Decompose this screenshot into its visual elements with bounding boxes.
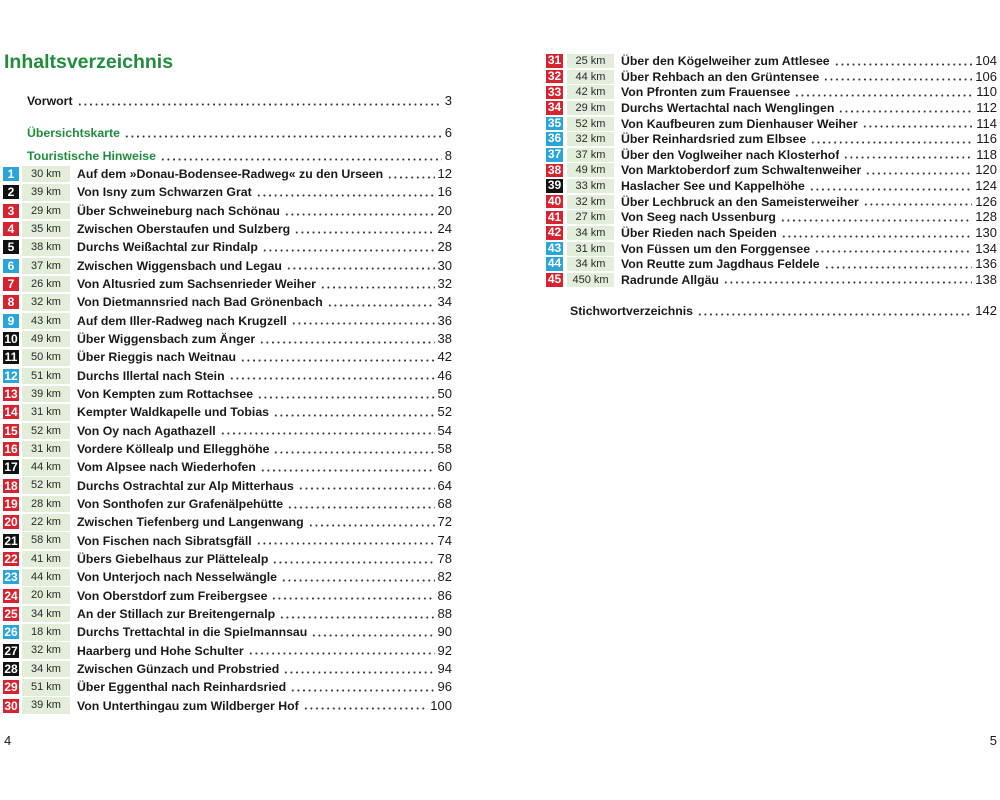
route-number-badge: 26 (4, 625, 18, 640)
route-distance: 22 km (22, 514, 70, 531)
route-distance: 50 km (22, 349, 70, 366)
route-number-badge: 16 (4, 442, 18, 457)
route-number-badge: 41 (547, 209, 562, 224)
toc-page-number: 34 (437, 294, 452, 310)
toc-page-number: 116 (976, 131, 997, 147)
toc-page-number: 88 (437, 606, 452, 622)
toc-page-number: 74 (437, 532, 452, 548)
route-number-badge: 20 (4, 515, 18, 530)
route-title: Von Unterthingau zum Wildberger Hof (77, 698, 299, 713)
toc-page-number: 106 (975, 68, 997, 84)
route-title: Über Rieggis nach Weitnau (77, 350, 236, 365)
toc-route-entry-22[interactable] (3, 550, 452, 568)
toc-route-entry-42[interactable] (546, 225, 997, 241)
toc-entry-uebersichtskarte[interactable] (27, 125, 452, 141)
route-number-badge: 33 (547, 84, 562, 99)
route-title: Von Dietmannsried nach Bad Grönenbach (77, 295, 323, 310)
route-number-badge: 40 (547, 193, 562, 208)
route-distance: 30 km (22, 166, 70, 183)
toc-page-number: 64 (437, 477, 452, 493)
toc-route-entry-6[interactable] (3, 257, 452, 275)
dot-leader (240, 349, 435, 365)
toc-page-number: 8 (444, 148, 452, 163)
route-number-badge: 14 (4, 405, 18, 420)
toc-page-number: 104 (975, 53, 997, 68)
dot-leader (286, 258, 435, 274)
route-distance: 41 km (22, 551, 70, 568)
route-number-badge: 4 (3, 222, 19, 236)
toc-page-number: 142 (975, 303, 997, 318)
route-distance: 29 km (567, 101, 614, 115)
route-number-badge: 32 (547, 68, 562, 83)
route-distance: 42 km (567, 85, 614, 99)
toc-route-entry-5[interactable] (3, 238, 452, 256)
toc-page-number: 90 (437, 624, 452, 640)
dot-leader (781, 225, 973, 241)
toc-page-number: 120 (975, 162, 997, 178)
toc-page-number: 3 (444, 93, 452, 108)
route-title: Zwischen Oberstaufen und Sulzberg (77, 222, 291, 237)
route-number-badge: 36 (547, 131, 562, 146)
route-distance: 20 km (22, 587, 70, 604)
toc-page-number: 52 (437, 404, 452, 420)
route-number-badge: 2 (3, 185, 19, 199)
route-number-badge: 8 (3, 295, 19, 309)
route-distance: 39 km (22, 697, 70, 714)
dot-leader (697, 303, 972, 319)
route-distance: 31 km (22, 404, 70, 421)
toc-page-number: 24 (437, 221, 452, 237)
toc-route-entry-39[interactable] (546, 178, 997, 194)
toc-page-number: 134 (975, 240, 997, 256)
route-title: Zwischen Tiefenberg und Langenwang (77, 515, 304, 530)
route-distance: 52 km (567, 117, 614, 131)
route-distance: 32 km (567, 195, 614, 209)
route-distance: 39 km (22, 386, 70, 403)
toc-page-number: 12 (437, 166, 452, 182)
toc-page-number: 28 (437, 239, 452, 255)
route-distance: 31 km (22, 441, 70, 458)
toc-route-entry-17[interactable] (3, 458, 452, 476)
toc-route-entry-7[interactable] (3, 275, 452, 293)
toc-page-number: 110 (976, 84, 997, 100)
toc-route-entry-40[interactable] (546, 194, 997, 210)
toc-route-entry-44[interactable] (546, 256, 997, 272)
toc-route-entry-34[interactable] (546, 100, 997, 116)
toc-page-number: 128 (975, 209, 997, 225)
toc-page-number: 126 (975, 193, 997, 209)
route-distance: 51 km (22, 368, 70, 385)
dot-leader (327, 294, 435, 310)
route-number-badge: 44 (547, 256, 562, 271)
route-number-badge: 42 (547, 225, 562, 240)
toc-route-entry-24[interactable] (3, 587, 452, 605)
dot-leader (284, 203, 435, 219)
dot-leader (303, 698, 428, 714)
dot-leader (291, 313, 435, 329)
route-distance: 26 km (22, 276, 70, 293)
route-distance: 38 km (22, 239, 70, 256)
route-title: Von Sonthofen zur Grafenälpehütte (77, 497, 284, 512)
route-distance: 49 km (567, 163, 614, 177)
toc-entry-stichwortverzeichnis[interactable] (570, 303, 997, 319)
route-number-badge: 21 (4, 533, 18, 548)
route-number-badge: 13 (4, 387, 18, 402)
toc-route-entry-35[interactable] (546, 116, 997, 132)
route-distance: 29 km (22, 203, 70, 220)
dot-leader (308, 514, 435, 530)
dot-leader (260, 459, 435, 475)
route-distance: 18 km (22, 624, 70, 641)
route-distance: 39 km (22, 184, 70, 201)
route-title: Von Pfronten zum Frauensee (621, 85, 791, 100)
route-title: Über den Voglweiher nach Klosterhof (621, 147, 840, 162)
route-title: Zwischen Günzach und Probstried (77, 662, 280, 677)
toc-route-entry-19[interactable] (3, 495, 452, 513)
route-number-badge: 17 (4, 460, 18, 475)
route-number-badge: 31 (547, 53, 562, 68)
route-title: Von Füssen um den Forggensee (621, 241, 811, 256)
route-number-badge: 10 (4, 332, 18, 347)
toc-route-entry-3[interactable] (3, 202, 452, 220)
toc-route-entry-45[interactable] (546, 272, 997, 288)
toc-page-number: 130 (975, 225, 997, 240)
toc-route-entry-41[interactable] (546, 209, 997, 225)
toc-route-entry-16[interactable] (3, 440, 452, 458)
toc-page-number: 20 (437, 202, 452, 218)
route-list-right (546, 53, 997, 287)
toc-page-number: 92 (437, 642, 452, 658)
route-title: Vom Alpsee nach Wiederhofen (77, 460, 256, 475)
route-list-left (3, 165, 452, 715)
route-distance: 450 km (567, 273, 614, 287)
route-distance: 37 km (567, 148, 614, 162)
toc-entry-title: Stichwortverzeichnis (570, 304, 694, 318)
toc-page-number: 6 (444, 125, 452, 140)
dot-leader (290, 679, 434, 695)
route-number-badge: 23 (4, 570, 18, 585)
dot-leader (273, 404, 435, 420)
toc-page-number: 124 (975, 178, 997, 193)
toc-page-number: 38 (437, 331, 452, 347)
toc-page-number: 112 (976, 100, 997, 115)
route-title: Durchs Illertal nach Stein (77, 368, 225, 383)
dot-leader (272, 551, 434, 567)
toc-route-entry-4[interactable] (3, 220, 452, 238)
toc-route-entry-37[interactable] (546, 147, 997, 163)
route-title: An der Stillach zur Breitengernalp (77, 607, 276, 622)
toc-route-entry-30[interactable] (3, 697, 452, 715)
toc-page-number: 46 (437, 367, 452, 383)
route-title: Haarberg und Hohe Schulter (77, 643, 244, 658)
route-number-badge: 30 (4, 698, 18, 713)
dot-leader (283, 661, 434, 677)
dot-leader (287, 496, 434, 512)
dot-leader (834, 53, 973, 69)
toc-route-entry-29[interactable] (3, 678, 452, 696)
toc-page-number: 68 (437, 496, 452, 512)
route-distance: 34 km (22, 661, 70, 678)
toc-page-number: 32 (437, 276, 452, 292)
route-distance: 44 km (22, 569, 70, 586)
dot-leader (863, 194, 972, 210)
dot-leader (256, 533, 435, 549)
toc-page-number: 118 (976, 146, 997, 162)
dot-leader (824, 256, 973, 272)
route-title: Von Oy nach Agathazell (77, 423, 216, 438)
route-title: Über Rehbach an den Grüntensee (621, 69, 820, 84)
toc-route-entry-13[interactable] (3, 385, 452, 403)
dot-leader (279, 606, 434, 622)
route-number-badge: 12 (4, 368, 18, 383)
route-number-badge: 24 (4, 588, 18, 603)
dot-leader (273, 441, 434, 457)
route-title: Durchs Trettachtal in die Spielmannsau (77, 625, 308, 640)
dot-leader (823, 69, 972, 85)
dot-leader (281, 569, 435, 585)
route-title: Von Reutte zum Jagdhaus Feldele (621, 257, 820, 272)
toc-page-number: 50 (437, 386, 452, 402)
toc-route-entry-36[interactable] (546, 131, 997, 147)
toc-entry-title: Vorwort (27, 94, 73, 108)
dot-leader (814, 241, 972, 257)
route-distance: 31 km (567, 242, 614, 256)
route-title: Über den Kögelweiher zum Attlesee (621, 54, 830, 68)
dot-leader (220, 423, 435, 439)
route-number-badge: 45 (547, 272, 562, 286)
toc-route-entry-2[interactable] (3, 183, 452, 201)
dot-leader (320, 276, 435, 292)
route-distance: 44 km (22, 459, 70, 476)
route-title: Von Marktoberdorf zum Schwaltenweiher (621, 163, 862, 178)
toc-route-entry-43[interactable] (546, 241, 997, 257)
route-title: Von Isny zum Schwarzen Grat (77, 185, 252, 200)
toc-route-entry-32[interactable] (546, 69, 997, 85)
route-distance: 33 km (567, 179, 614, 193)
dot-leader (723, 272, 972, 288)
route-distance: 32 km (22, 294, 70, 311)
route-distance: 34 km (22, 606, 70, 623)
dot-leader (160, 148, 442, 164)
route-distance: 27 km (567, 210, 614, 224)
route-distance: 52 km (22, 477, 70, 494)
right-page (500, 0, 1000, 800)
route-number-badge: 37 (547, 147, 562, 161)
toc-page-number: 54 (437, 422, 452, 438)
toc-route-entry-9[interactable] (3, 312, 452, 330)
toc-route-entry-14[interactable] (3, 403, 452, 421)
page-number-right: 5 (989, 733, 997, 748)
route-distance: 43 km (22, 313, 70, 330)
page-number-left: 4 (4, 733, 12, 748)
route-distance: 32 km (567, 132, 614, 146)
route-number-badge: 7 (3, 277, 19, 291)
route-distance: 25 km (567, 54, 614, 68)
route-number-badge: 15 (4, 423, 18, 438)
toc-page-number: 114 (976, 115, 997, 131)
toc-entry-title: Übersichtskarte (27, 126, 120, 140)
route-title: Haslacher See und Kappelhöhe (621, 179, 805, 193)
route-distance: 44 km (567, 70, 614, 84)
dot-leader (810, 131, 973, 147)
dot-leader (843, 147, 973, 163)
route-number-badge: 22 (4, 552, 18, 567)
dot-leader (862, 116, 974, 132)
page-title: Inhaltsverzeichnis (4, 51, 174, 73)
toc-route-entry-1[interactable] (3, 165, 452, 183)
route-number-badge: 18 (4, 478, 18, 493)
route-title: Vordere Köllealp und Ellegghöhe (77, 442, 270, 457)
toc-route-entry-11[interactable] (3, 348, 452, 366)
toc-route-entry-21[interactable] (3, 532, 452, 550)
toc-page-number: 136 (975, 256, 997, 272)
dot-leader (780, 209, 972, 225)
route-number-badge: 9 (3, 314, 19, 328)
route-number-badge: 5 (3, 240, 19, 254)
toc-route-entry-23[interactable] (3, 568, 452, 586)
route-number-badge: 38 (547, 162, 562, 177)
toc-route-entry-10[interactable] (3, 330, 452, 348)
dot-leader (248, 643, 435, 659)
route-title: Auf dem »Donau-Bodensee-Radweg« zu den Urseen (77, 167, 384, 182)
route-distance: 49 km (22, 331, 70, 348)
route-number-badge: 29 (4, 680, 18, 695)
dot-leader (838, 100, 973, 116)
dot-leader (298, 478, 435, 494)
route-title: Über Rieden nach Speiden (621, 225, 777, 240)
route-number-badge: 6 (3, 259, 19, 273)
route-distance: 52 km (22, 423, 70, 440)
dot-leader (229, 368, 435, 384)
route-distance: 58 km (22, 532, 70, 549)
dot-leader (259, 331, 434, 347)
route-title: Von Fischen nach Sibratsgfäll (77, 533, 252, 548)
toc-route-entry-8[interactable] (3, 293, 452, 311)
route-number-badge: 11 (4, 350, 18, 365)
route-title: Durchs Weißachtal zur Rindalp (77, 240, 258, 255)
dot-leader (124, 125, 442, 141)
route-title: Über Wiggensbach zum Änger (77, 332, 256, 347)
route-title: Auf dem Iller-Radweg nach Krugzell (77, 313, 287, 328)
route-title: Kempter Waldkapelle und Tobias (77, 405, 270, 420)
dot-leader (257, 386, 434, 402)
toc-route-entry-18[interactable] (3, 477, 452, 495)
toc-route-entry-25[interactable] (3, 605, 452, 623)
toc-route-entry-31[interactable] (546, 53, 997, 69)
toc-page-number: 42 (437, 349, 452, 365)
route-number-badge: 19 (4, 497, 18, 512)
toc-page-number: 138 (975, 271, 997, 287)
toc-page-number: 58 (437, 441, 452, 457)
dot-leader (294, 221, 434, 237)
route-title: Über Eggenthal nach Reinhardsried (77, 680, 287, 695)
route-distance: 28 km (22, 496, 70, 513)
toc-route-entry-12[interactable] (3, 367, 452, 385)
route-title: Durchs Ostrachtal zur Alp Mitterhaus (77, 478, 294, 493)
route-title: Von Unterjoch nach Nesselwängle (77, 570, 277, 585)
dot-leader (311, 624, 434, 640)
dot-leader (256, 184, 435, 200)
route-title: Über Schweineburg nach Schönau (77, 203, 280, 218)
route-title: Übers Giebelhaus zur Plättelealp (77, 552, 269, 567)
dot-leader (794, 84, 973, 100)
route-title: Von Oberstdorf zum Freibergsee (77, 588, 268, 603)
route-distance: 37 km (22, 258, 70, 275)
toc-page-number: 60 (437, 459, 452, 475)
toc-page-number: 82 (437, 569, 452, 585)
toc-entry-title: Touristische Hinweise (27, 149, 156, 163)
dot-leader (387, 166, 434, 182)
toc-route-entry-15[interactable] (3, 422, 452, 440)
toc-page-number: 36 (437, 312, 452, 328)
toc-page-number: 16 (437, 184, 452, 200)
route-title: Von Kempten zum Rottachsee (77, 387, 254, 402)
toc-page-number: 96 (437, 679, 452, 695)
toc-page-number: 94 (437, 661, 452, 677)
toc-page-number: 78 (437, 551, 452, 567)
toc-page-number: 86 (437, 587, 452, 603)
toc-route-entry-27[interactable] (3, 642, 452, 660)
route-number-badge: 39 (547, 178, 562, 193)
toc-page-number: 30 (437, 257, 452, 273)
route-number-badge: 35 (547, 115, 562, 130)
route-number-badge: 3 (3, 204, 19, 218)
route-number-badge: 28 (4, 662, 18, 677)
dot-leader (77, 93, 442, 109)
route-title: Zwischen Wiggensbach und Legau (77, 258, 282, 273)
dot-leader (271, 588, 434, 604)
route-title: Über Lechbruck an den Sameisterweiher (621, 194, 859, 209)
route-number-badge: 43 (547, 240, 562, 255)
route-title: Von Altusried zum Sachsenrieder Weiher (77, 277, 316, 292)
toc-page-number: 72 (437, 514, 452, 530)
route-title: Von Seeg nach Ussenburg (621, 210, 776, 225)
route-distance: 34 km (567, 257, 614, 271)
toc-route-entry-26[interactable] (3, 623, 452, 641)
route-number-badge: 27 (4, 643, 18, 658)
route-number-badge: 1 (3, 167, 19, 181)
toc-entry-vorwort[interactable] (27, 93, 452, 109)
toc-entry-touristische-hinweise[interactable] (27, 148, 452, 164)
toc-route-entry-38[interactable] (546, 163, 997, 179)
toc-route-entry-28[interactable] (3, 660, 452, 678)
route-number-badge: 25 (4, 607, 18, 622)
dot-leader (809, 178, 972, 194)
toc-route-entry-33[interactable] (546, 84, 997, 100)
route-distance: 34 km (567, 226, 614, 240)
dot-leader (262, 239, 435, 255)
route-distance: 51 km (22, 679, 70, 696)
route-title: Über Reinhardsried zum Elbsee (621, 132, 807, 147)
toc-route-entry-20[interactable] (3, 513, 452, 531)
route-title: Durchs Wertachtal nach Wenglingen (621, 100, 835, 115)
route-number-badge: 34 (547, 100, 562, 115)
route-title: Von Kaufbeuren zum Dienhauser Weiher (621, 116, 858, 131)
route-title: Radrunde Allgäu (621, 272, 719, 287)
toc-page-number: 100 (430, 697, 452, 713)
dot-leader (865, 163, 972, 179)
route-distance: 32 km (22, 642, 70, 659)
route-distance: 35 km (22, 221, 70, 238)
